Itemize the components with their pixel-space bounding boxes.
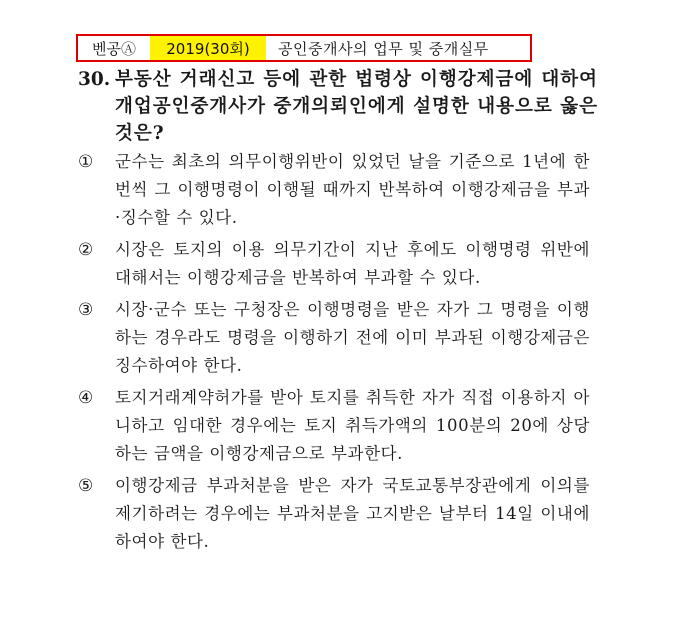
option-3-text: 시장·군수 또는 구청장은 이행명령을 받은 자가 그 명령을 이행하는 경우라도 명령을 이행하기 전에 이미 부과된 이행강제금은 징수하여야 한다. xyxy=(115,300,590,375)
option-4-marker: ④ xyxy=(78,388,94,408)
option-2[interactable] xyxy=(78,236,590,292)
question-block xyxy=(78,66,598,147)
option-2-text: 시장은 토지의 이용 의무기간이 지난 후에도 이행명령 위반에 대해서는 이행강제금을 반복하여 부과할 수 있다. xyxy=(115,240,590,287)
option-1-marker: ① xyxy=(78,152,94,172)
answer-options xyxy=(78,148,590,560)
option-5-text: 이행강제금 부과처분을 받은 자가 국토교통부장관에게 이의를 제기하려는 경우에는 부과처분을 고지받은 날부터 14일 이내에 하여야 한다. xyxy=(115,476,590,551)
option-3[interactable] xyxy=(78,296,590,380)
option-4-text: 토지거래계약허가를 받아 토지를 취득한 자가 직접 이용하지 아니하고 임대한 경우에는 토지 취득가액의 100분의 20에 상당하는 금액을 이행강제금으로 부과한다. xyxy=(115,388,590,463)
option-1[interactable] xyxy=(78,148,590,232)
option-2-marker: ② xyxy=(78,240,94,260)
source-label: 벤공Ⓐ xyxy=(92,39,136,58)
option-3-marker: ③ xyxy=(78,300,94,320)
option-5-marker: ⑤ xyxy=(78,476,94,496)
option-4[interactable] xyxy=(78,384,590,468)
question-text: 부동산 거래신고 등에 관한 법령상 이행강제금에 대하여 개업공인중개사가 중개의뢰인에게 설명한 내용으로 옳은 것은? xyxy=(115,69,598,144)
exam-year-badge: 2019(30회) xyxy=(150,36,266,60)
subject-label: 공인중개사의 업무 및 중개실무 xyxy=(278,39,489,58)
option-1-text: 군수는 최초의 의무이행위반이 있었던 날을 기준으로 1년에 한 번씩 그 이행명령이 이행될 때까지 반복하여 이행강제금을 부과·징수할 수 있다. xyxy=(115,152,590,227)
option-5[interactable] xyxy=(78,472,590,556)
exam-tag-bar xyxy=(76,34,532,62)
question-number: 30. xyxy=(78,69,111,90)
